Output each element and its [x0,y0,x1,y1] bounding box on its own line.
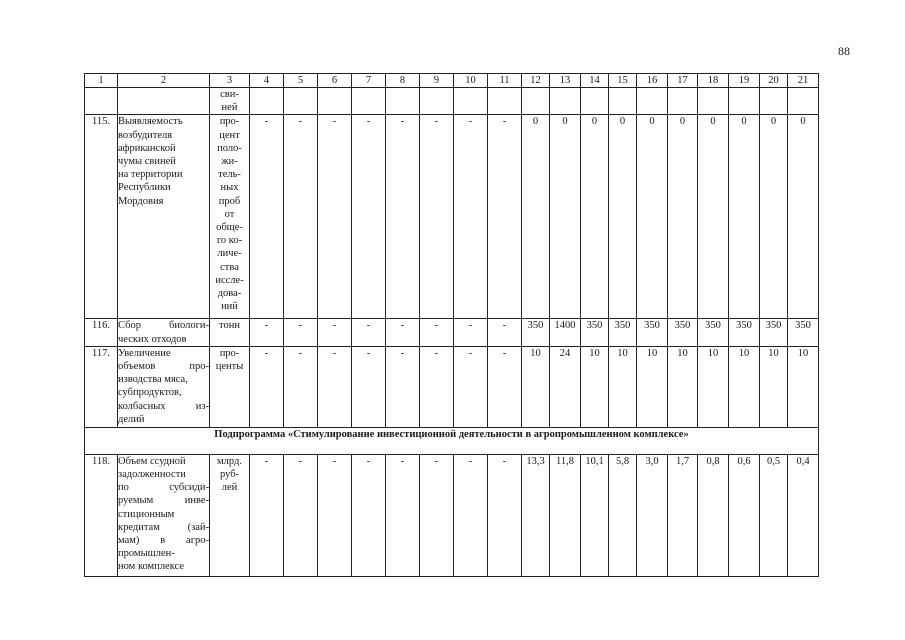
value-cell: 0 [522,115,550,319]
value-cell: - [318,115,352,319]
value-cell: 5,8 [609,454,637,576]
value-cell: - [250,454,284,576]
value-cell: - [454,115,488,319]
column-header: 18 [698,74,729,88]
value-cell: 0 [760,115,788,319]
section-title: Подпрограмма «Стимулирование инвестиционной деятельности в агропромышленном комплексе» [85,427,819,454]
value-cell: 0 [729,115,760,319]
value-cell: - [386,454,420,576]
indicator-name: Выявляемость возбудителя африканской чумы свиней на территории Республики Мордовия [118,115,210,319]
column-header: 2 [118,74,210,88]
page-number: 88 [838,44,850,58]
value-cell: 10 [760,346,788,427]
value-cell: 350 [668,319,698,346]
table-row [85,454,819,576]
value-cell: 350 [788,319,819,346]
value-cell: 10 [698,346,729,427]
value-cell: 13,3 [522,454,550,576]
continuation-row [85,88,819,115]
value-cell: 1,7 [668,454,698,576]
value-cell: - [420,319,454,346]
value-cell: - [284,319,318,346]
value-cell: - [284,454,318,576]
value-cell: - [488,115,522,319]
column-header: 6 [318,74,352,88]
unit-cell: про- центы [210,346,250,427]
value-cell: - [488,346,522,427]
column-header: 20 [760,74,788,88]
value-cell: 0,6 [729,454,760,576]
value-cell: 350 [729,319,760,346]
value-cell: 10 [609,346,637,427]
section-row [85,427,819,454]
table-row [85,319,819,346]
column-header: 17 [668,74,698,88]
table-row [85,346,819,427]
column-header: 19 [729,74,760,88]
value-cell: 350 [760,319,788,346]
indicator-name: Объем ссудной задолженности по субсиди- руемым инве- стиционным кредитам (зай- мам) в агро- промышлен- ном комплексе [118,454,210,576]
value-cell: 0,4 [788,454,819,576]
value-cell: 10 [668,346,698,427]
indicator-name: Увеличение объемов про- изводства мяса, субпродуктов, колбасных из- делий [118,346,210,427]
column-header: 12 [522,74,550,88]
value-cell: - [386,115,420,319]
row-number: 115. [85,115,118,319]
value-cell: - [250,346,284,427]
value-cell: 350 [581,319,609,346]
value-cell: - [420,454,454,576]
column-header: 7 [352,74,386,88]
value-cell: 11,8 [550,454,581,576]
column-header: 16 [637,74,668,88]
value-cell: - [454,346,488,427]
value-cell: 10 [788,346,819,427]
value-cell: 3,0 [637,454,668,576]
column-header: 9 [420,74,454,88]
value-cell: 0 [609,115,637,319]
value-cell: - [352,115,386,319]
value-cell: 10 [581,346,609,427]
value-cell: - [386,346,420,427]
value-cell: 10 [637,346,668,427]
value-cell: 0,5 [760,454,788,576]
value-cell: - [352,319,386,346]
row-number: 118. [85,454,118,576]
value-cell: 350 [698,319,729,346]
value-cell: 350 [609,319,637,346]
value-cell: 10,1 [581,454,609,576]
value-cell: 0 [668,115,698,319]
value-cell: - [420,115,454,319]
unit-cell: млрд. руб- лей [210,454,250,576]
unit-cell: про- цент поло- жи- тель- ных проб от обще- го ко- личе- ства иссле- дова- ний [210,115,250,319]
unit-cell: сви- ней [210,88,250,115]
value-cell: 350 [522,319,550,346]
value-cell: - [454,454,488,576]
value-cell: 10 [522,346,550,427]
row-number: 117. [85,346,118,427]
value-cell: 24 [550,346,581,427]
indicator-name: Сбор биологи- ческих отходов [118,320,209,345]
value-cell: - [318,319,352,346]
column-header: 1 [85,74,118,88]
value-cell: - [250,115,284,319]
column-header: 15 [609,74,637,88]
column-header: 14 [581,74,609,88]
value-cell: 0,8 [698,454,729,576]
value-cell: - [488,319,522,346]
value-cell: - [488,454,522,576]
column-number-row [85,74,819,88]
value-cell: 0 [581,115,609,319]
value-cell: 0 [698,115,729,319]
column-header: 4 [250,74,284,88]
column-header: 11 [488,74,522,88]
value-cell: - [284,115,318,319]
column-header: 13 [550,74,581,88]
value-cell: - [420,346,454,427]
value-cell: 0 [637,115,668,319]
column-header: 21 [788,74,819,88]
unit-cell: тонн [210,319,250,346]
value-cell: - [284,346,318,427]
value-cell: 10 [729,346,760,427]
row-number: 116. [85,319,118,346]
value-cell: - [318,454,352,576]
table-row [85,115,819,319]
column-header: 5 [284,74,318,88]
value-cell: 0 [550,115,581,319]
column-header: 10 [454,74,488,88]
data-table [84,73,819,577]
value-cell: - [250,319,284,346]
value-cell: - [386,319,420,346]
value-cell: - [352,454,386,576]
value-cell: - [352,346,386,427]
value-cell: 0 [788,115,819,319]
column-header: 8 [386,74,420,88]
value-cell: 1400 [550,319,581,346]
value-cell: - [318,346,352,427]
value-cell: - [454,319,488,346]
column-header: 3 [210,74,250,88]
value-cell: 350 [637,319,668,346]
